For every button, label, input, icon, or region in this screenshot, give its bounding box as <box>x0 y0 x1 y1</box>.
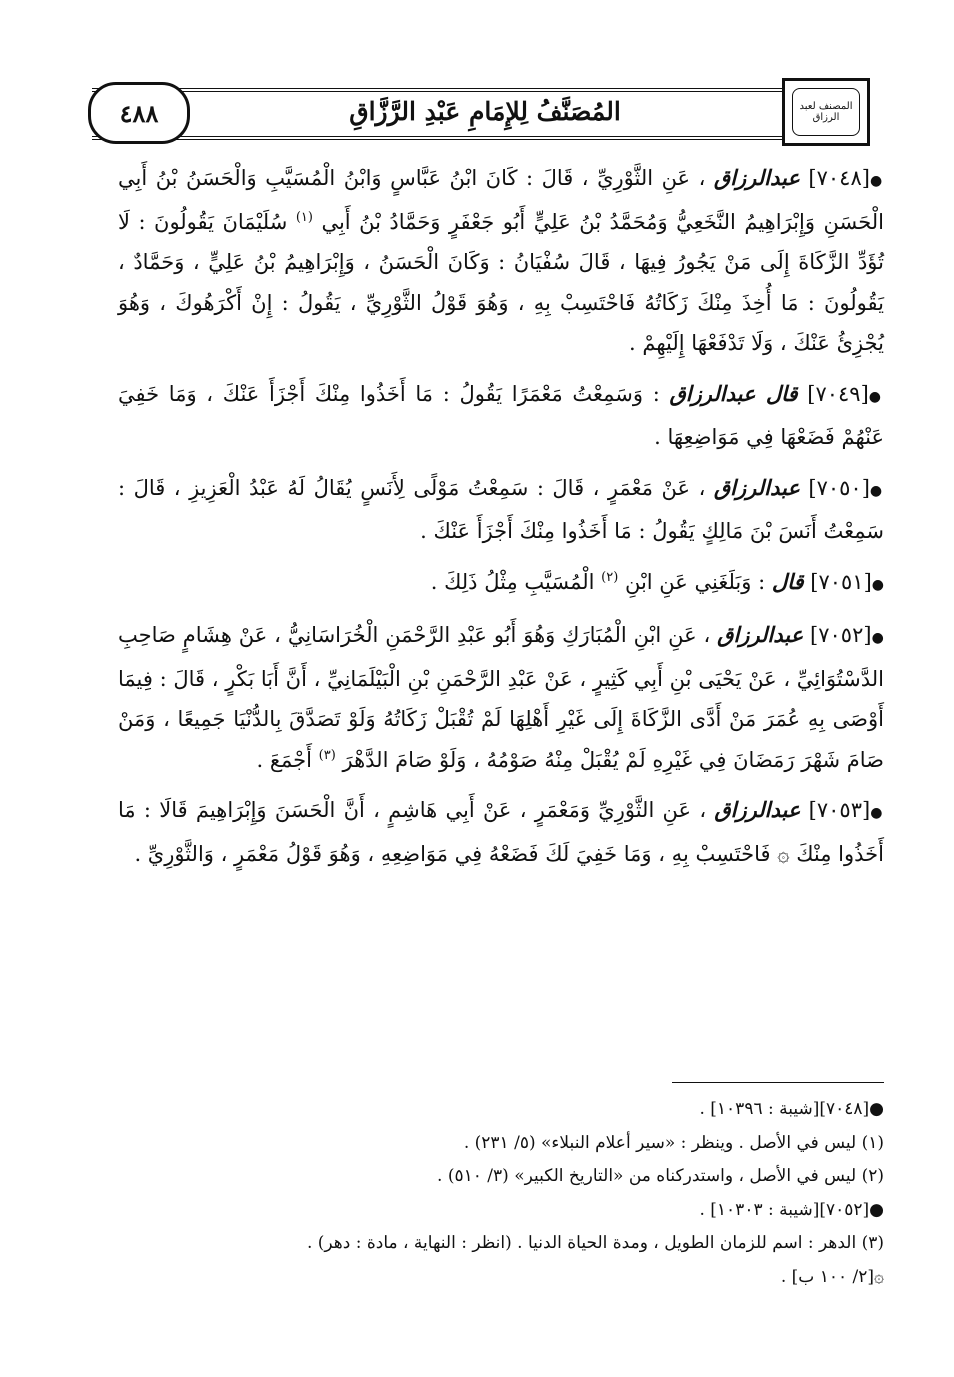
entry-text: ، عَنِ الثَّوْرِيِّ ، قَالَ : كَانَ ابْنُ عَبَّاسٍ وَابْنُ الْمُسَيَّبِ وَالْحَسَنُ بْنُ أَبِي الْحَسَنِ وَإِبْرَاهِيمُ النَّخَعِيُّ وَمُحَمَّدُ بْنُ عَلِيٍّ أَبُو جَعْفَرٍ وَحَمَّادُ بْنُ أَبِي <box>118 166 884 234</box>
entry-number: [٧٠٥٠] <box>808 475 870 500</box>
hadith-entry <box>118 562 884 606</box>
bullet-icon: ● <box>869 482 884 499</box>
footnote-divider <box>672 1082 884 1083</box>
entry-number: [٧٠٤٩] <box>807 381 869 406</box>
footnotes <box>140 1093 884 1294</box>
main-text <box>118 158 884 884</box>
entry-text-continued: سُلَيْمَانَ يَقُولُونَ : لَا تُؤَدِّ الزَّكَاةَ إِلَى مَنْ يَجُورُ فِيهَا ، قَالَ سُفْيَانُ : وَكَانَ الْحَسَنُ ، وَإِبْرَاهِيمُ بْنُ عَلِيٍّ ، وَحَمَّادٌ ، يَقُولُونَ : مَا أُخِذَ مِنْكَ زَكَاتُهُ فَاحْتَسِبْ بِهِ ، وَهُوَ قَوْلُ الثَّوْرِيِّ ، يَقُولُ : إِنْ أَكْرَهُوكَ ، وَهُوَ يُجْزِئُ عَنْكَ ، وَلَا تَدْفَعْهَا إِلَيْهِمْ . <box>118 209 884 355</box>
seal-icon <box>782 78 870 146</box>
page-number: ٤٨٨ <box>88 82 190 144</box>
hadith-entry <box>118 468 884 552</box>
entry-attribution: عبدالرزاق <box>713 165 800 190</box>
footnote-line: ●[٧٠٤٨][شيبة : ١٠٣٩٦] . <box>699 1099 884 1119</box>
hadith-entry <box>118 374 884 458</box>
entry-text: ، عَنِ ابْنِ الْمُبَارَكِ وَهُوَ أَبُو عَبْدِ الرَّحْمَنِ الْخُرَاسَانِيُّ ، عَنْ هِشَامٍ صَاحِبِ الدَّسْتُوَائِيِّ ، عَنْ يَحْيَى بْنِ أَبِي كَثِيرٍ ، عَنْ عَبْدِ الرَّحْمَنِ بْنِ الْبَيْلَمَانِيِّ ، أَنَّ أَبَا بَكْرٍ ، قَالَ : فِيمَا أَوْصَى بِهِ عُمَرَ مَنْ أَدَّى الزَّكَاةَ إِلَى غَيْرِ أَهْلِهَا لَمْ تُقْبَلْ زَكَاتُهُ وَلَوْ تَصَدَّقَ بِالدُّنْيَا جَمِيعًا ، وَمَنْ صَامَ شَهْرَ رَمَضَانَ فِي غَيْرِهِ لَمْ يُقْبَلْ مِنْهُ صَوْمُهُ ، وَلَوْ صَامَ الدَّهْرَ <box>118 623 884 772</box>
bullet-icon: ● <box>870 805 884 821</box>
book-title: المُصَنَّفُ لِلإِمَامِ عَبْدِ الرَّزَّاقِ <box>349 97 621 126</box>
entry-attribution: عبدالرزاق <box>713 474 800 500</box>
bullet-icon: ● <box>868 388 884 405</box>
hadith-entry <box>118 615 884 780</box>
entry-attribution: قال <box>771 568 804 594</box>
entry-number: [٧٠٥٣] <box>808 798 871 822</box>
entry-text-continued: الْمُسَيَّبِ مِثْلُ ذَلِكَ . <box>430 569 595 594</box>
bullet-icon: ● <box>871 576 884 593</box>
entry-attribution: قال عبدالرزاق <box>669 380 798 406</box>
footnote-line: (٣) الدهر : اسم للزمان الطويل ، ومدة الحياة الدنيا . (انظر : النهاية ، مادة : دهر) . <box>306 1233 884 1253</box>
hadith-entry <box>118 158 884 364</box>
entry-attribution: عبدالرزاق <box>714 797 801 822</box>
footnote-ref: (٢) <box>601 569 619 585</box>
seal-text: المصنف لعبد الرزاق <box>792 88 860 136</box>
entry-attribution: عبدالرزاق <box>717 622 804 647</box>
entry-number: [٧٠٥١] <box>810 569 872 594</box>
footnote-ref: (٣) <box>318 747 336 763</box>
entry-number: [٧٠٤٨] <box>808 166 870 190</box>
entry-text: ، عَنِ الثَّوْرِيِّ وَمَعْمَرٍ ، عَنْ أَبِي هَاشِمٍ ، أَنَّ الْحَسَنَ وَإِبْرَاهِيمَ قَالَا : مَا أَخَذُوا مِنْكَ ۞ فَاحْتَسِبْ بِهِ ، وَمَا خَفِيَ لَكَ فَضَعْهُ فِي مَوَاضِعِهِ ، وَهُوَ قَوْلُ مَعْمَرٍ ، وَالثَّوْرِيِّ . <box>118 798 884 866</box>
entry-text: : وَسَمِعْتُ مَعْمَرًا يَقُولُ : مَا أَخَذُوا مِنْكَ أَجْزَأَ عَنْكَ ، وَمَا خَفِيَ عَنْهُمْ فَضَعْهَا فِي مَوَاضِعِهَا . <box>118 381 884 449</box>
footnote-line: (١) ليس في الأصل . وينظر : «سير أعلام النبلاء» (٥/ ٢٣١) . <box>463 1132 884 1153</box>
entry-number: [٧٠٥٢] <box>810 623 872 647</box>
entry-text-continued: أَجْمَعَ . <box>256 747 312 772</box>
bullet-icon: ● <box>869 173 884 189</box>
bullet-icon: ● <box>871 630 884 646</box>
entry-text: : وَبَلَغَنِي عَنِ ابْنِ <box>624 569 766 594</box>
footnote-line: ●[٧٠٥٢][شيبة : ١٠٣٠٣] . <box>699 1199 884 1220</box>
hadith-entry <box>118 790 884 874</box>
footnote-line: ۞[٢/ ١٠٠ ب] . <box>780 1266 884 1287</box>
entry-text: ، عَنْ مَعْمَرٍ ، قَالَ : سَمِعْتُ مَوْلًى لِأَنَسٍ يُقَالُ لَهُ عَبْدُ الْعَزِيزِ ، قَالَ : سَمِعْتُ أَنَسَ بْنَ مَالِكٍ يَقُولُ : مَا أَخَذُوا مِنْكَ أَجْزَأَ عَنْكَ . <box>118 475 884 543</box>
footnote-line: (٢) ليس في الأصل ، واستدركناه من «التاريخ الكبير» (٣/ ٥١٠) . <box>437 1166 884 1186</box>
footnote-ref: (١) <box>295 209 313 225</box>
page-header <box>92 82 868 138</box>
